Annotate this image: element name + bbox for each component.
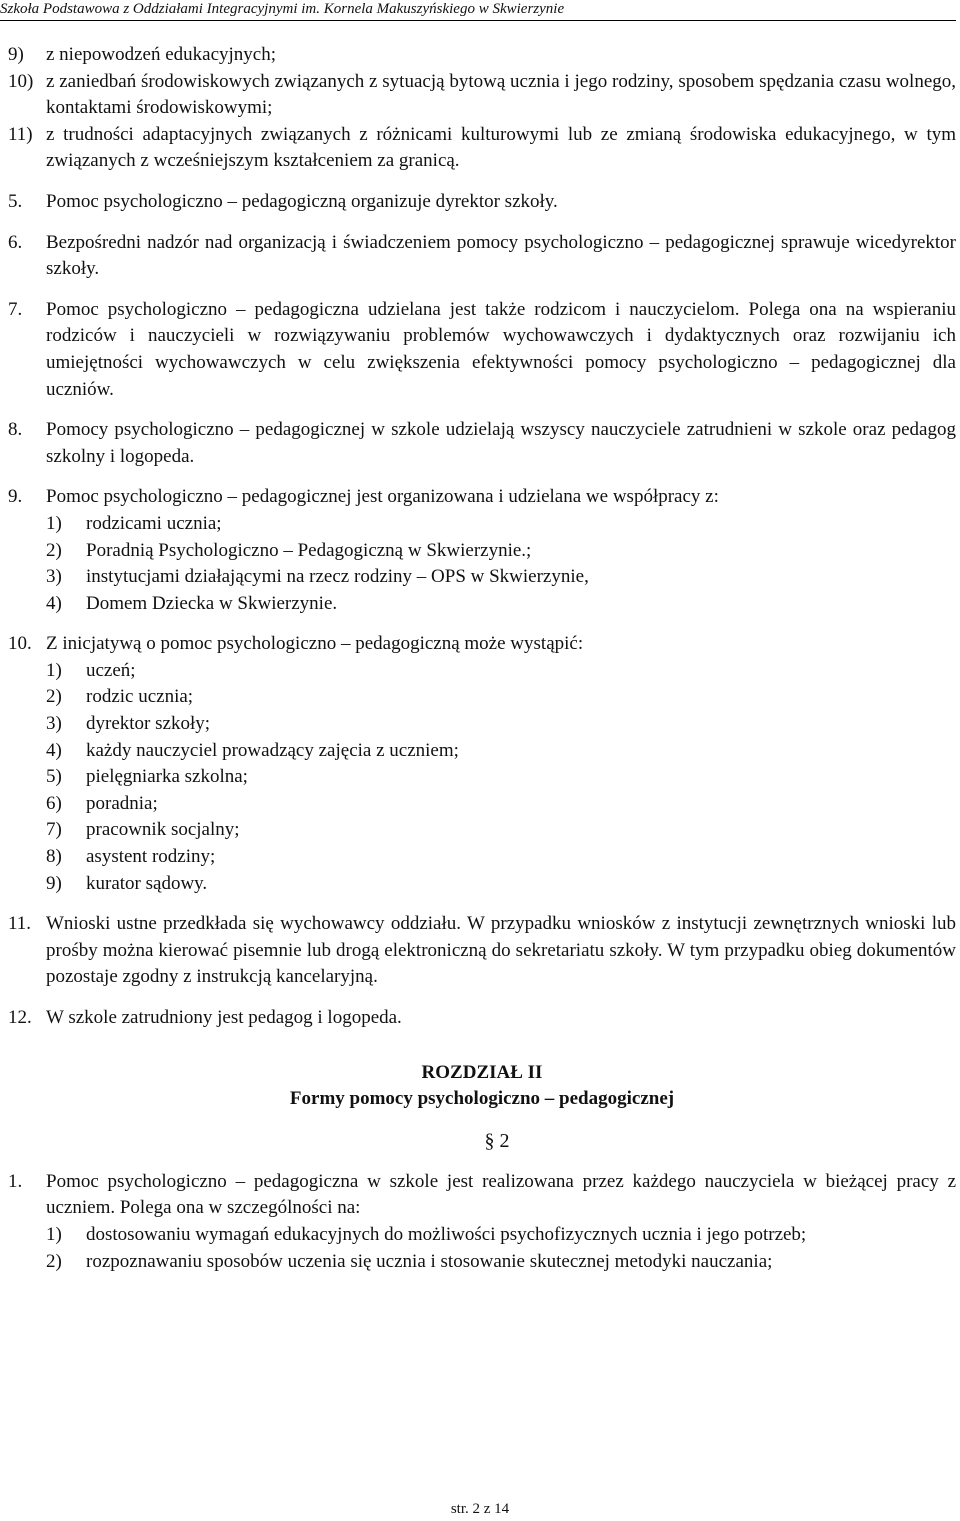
- paragraph-symbol: § 2: [484, 1129, 510, 1152]
- paragraph-number: 10.: [8, 633, 32, 655]
- paragraph-text: Pomoc psychologiczno – pedagogiczna udzielana jest także rodzicom i nauczycielom. Polega ona na wspieraniu rodziców i nauczycieli w rozwiązywaniu problemów wychowawczych i dydaktycznych oraz rozwijaniu ich umiejętności wychowawczych w celu zwiększenia efektywności pomocy psychologiczno – pedagogicznej dla uczniów.: [46, 298, 956, 400]
- paragraph-number: 7.: [8, 298, 23, 320]
- item-text: instytucjami działającymi na rzecz rodziny – OPS w Skwierzynie,: [86, 566, 589, 588]
- page-header: [0, 0, 956, 21]
- paragraph-10: [8, 631, 956, 658]
- paragraph-6: [8, 230, 956, 283]
- paragraph-number: 8.: [8, 419, 23, 441]
- item-number: 2): [46, 1250, 62, 1272]
- item-number: 2): [46, 539, 62, 561]
- item-number: 1): [46, 659, 62, 681]
- paragraph-text: Pomoc psychologiczno – pedagogicznej jest organizowana i udzielana we współpracy z:: [46, 486, 719, 508]
- item-number: 9): [46, 872, 62, 894]
- item-number: 7): [46, 819, 62, 841]
- paragraph-text: W szkole zatrudniony jest pedagog i logopeda.: [46, 1007, 402, 1028]
- item-number: 2): [46, 686, 62, 708]
- list-item: [8, 738, 956, 765]
- list-item: [8, 591, 956, 618]
- list-item: [8, 69, 956, 122]
- list-item: [8, 658, 956, 685]
- item-number: 1): [46, 1223, 62, 1245]
- item-text: rodzicami ucznia;: [86, 512, 222, 534]
- item-text: kurator sądowy.: [86, 872, 208, 894]
- paragraph-number: 1.: [8, 1170, 23, 1192]
- list-item: [8, 844, 956, 871]
- paragraph-number: 11.: [8, 913, 32, 935]
- item-text: rozpoznawaniu sposobów uczenia się ucznia i stosowanie skutecznej metodyki nauczania;: [86, 1250, 773, 1272]
- paragraph-text: Wnioski ustne przedkłada się wychowawcy oddziału. W przypadku wniosków z instytucji zewnętrznych wnioski lub prośby można kierować pisemnie lub drogą elektroniczną do sekretariatu szkoły. W tym przypadku obieg dokumentów pozostaje zgodny z instrukcją kancelaryjną.: [46, 913, 956, 988]
- item-number: 5): [46, 766, 62, 788]
- item-number: 8): [46, 846, 62, 868]
- item-text: z trudności adaptacyjnych związanych z różnicami kulturowymi lub ze zmianą środowiska edukacyjnego, w tym związanych z wcześniejszym kształceniem za granicą.: [46, 123, 956, 172]
- list-item: [8, 817, 956, 844]
- list-item: [8, 511, 956, 538]
- item-text: asystent rodziny;: [86, 846, 216, 868]
- list-item: [8, 538, 956, 565]
- item-number: 3): [46, 713, 62, 735]
- item-number: 11): [8, 123, 33, 145]
- item-text: poradnia;: [86, 792, 158, 814]
- paragraph-text: Pomocy psychologiczno – pedagogicznej w szkole udzielają wszyscy nauczyciele zatrudnieni w szkole oraz pedagog szkolny i logopeda.: [46, 419, 956, 467]
- list-item: [8, 871, 956, 898]
- list-item: [8, 684, 956, 711]
- item-number: 9): [8, 44, 24, 65]
- item-number: 4): [46, 592, 62, 614]
- item-text: uczeń;: [86, 659, 136, 681]
- paragraph-text: Pomoc psychologiczno – pedagogiczną organizuje dyrektor szkoły.: [46, 190, 558, 212]
- item-number: 1): [46, 512, 62, 534]
- list-item: [8, 42, 956, 69]
- item-text: każdy nauczyciel prowadzący zajęcia z uczniem;: [86, 739, 459, 761]
- item-text: pielęgniarka szkolna;: [86, 766, 248, 788]
- paragraph-number: 12.: [8, 1007, 32, 1028]
- list-item: [8, 1249, 956, 1276]
- paragraph-9: [8, 484, 956, 511]
- list-item: [8, 564, 956, 591]
- list-item: [8, 122, 956, 175]
- item-text: Domem Dziecka w Skwierzynie.: [86, 592, 338, 614]
- paragraph-number: 6.: [8, 231, 23, 253]
- chapter-subtitle: Formy pomocy psychologiczno – pedagogicznej: [289, 1088, 675, 1110]
- paragraph-number: 5.: [8, 190, 23, 212]
- item-number: 10): [8, 70, 34, 92]
- page-number: str. 2 z 14: [450, 1501, 510, 1517]
- list-item: [8, 791, 956, 818]
- list-item: [8, 1222, 956, 1249]
- paragraph-8: [8, 417, 956, 470]
- item-text: dyrektor szkoły;: [86, 713, 211, 735]
- list-item: [8, 764, 956, 791]
- paragraph-text: Pomoc psychologiczno – pedagogiczna w szkole jest realizowana przez każdego nauczyciela w bieżącej pracy z uczniem. Polega ona w szczególności na:: [46, 1170, 956, 1219]
- item-text: z zaniedbań środowiskowych związanych z sytuacją bytową ucznia i jego rodziny, sposobem spędzania czasu wolnego, kontaktami środowiskowymi;: [46, 70, 956, 119]
- paragraph-text: Z inicjatywą o pomoc psychologiczno – pedagogiczną może wystąpić:: [46, 633, 584, 655]
- paragraph-11: [8, 911, 956, 991]
- paragraph-5: [8, 189, 956, 216]
- school-name: Szkoła Podstawowa z Oddziałami Integracyjnymi im. Kornela Makuszyńskiego w Skwierzynie: [0, 1, 565, 17]
- item-text: Poradnią Psychologiczno – Pedagogiczną w Skwierzynie.;: [86, 539, 532, 561]
- item-number: 3): [46, 566, 62, 588]
- item-text: z niepowodzeń edukacyjnych;: [46, 44, 277, 65]
- paragraph-7: [8, 297, 956, 403]
- item-text: dostosowaniu wymagań edukacyjnych do możliwości psychofizycznych ucznia i jego potrzeb;: [86, 1223, 807, 1245]
- section-1: [8, 1169, 956, 1222]
- paragraph-number: 9.: [8, 486, 23, 508]
- list-item: [8, 711, 956, 738]
- item-text: pracownik socjalny;: [86, 819, 240, 841]
- paragraph-12: [8, 1005, 956, 1032]
- chapter-title: ROZDZIAŁ II: [421, 1061, 543, 1083]
- document-body: [8, 42, 956, 1275]
- item-number: 6): [46, 792, 62, 814]
- item-number: 4): [46, 739, 62, 761]
- page-footer: [0, 1500, 960, 1518]
- item-text: rodzic ucznia;: [86, 686, 194, 708]
- paragraph-text: Bezpośredni nadzór nad organizacją i świadczeniem pomocy psychologiczno – pedagogicznej sprawuje wicedyrektor szkoły.: [46, 231, 956, 280]
